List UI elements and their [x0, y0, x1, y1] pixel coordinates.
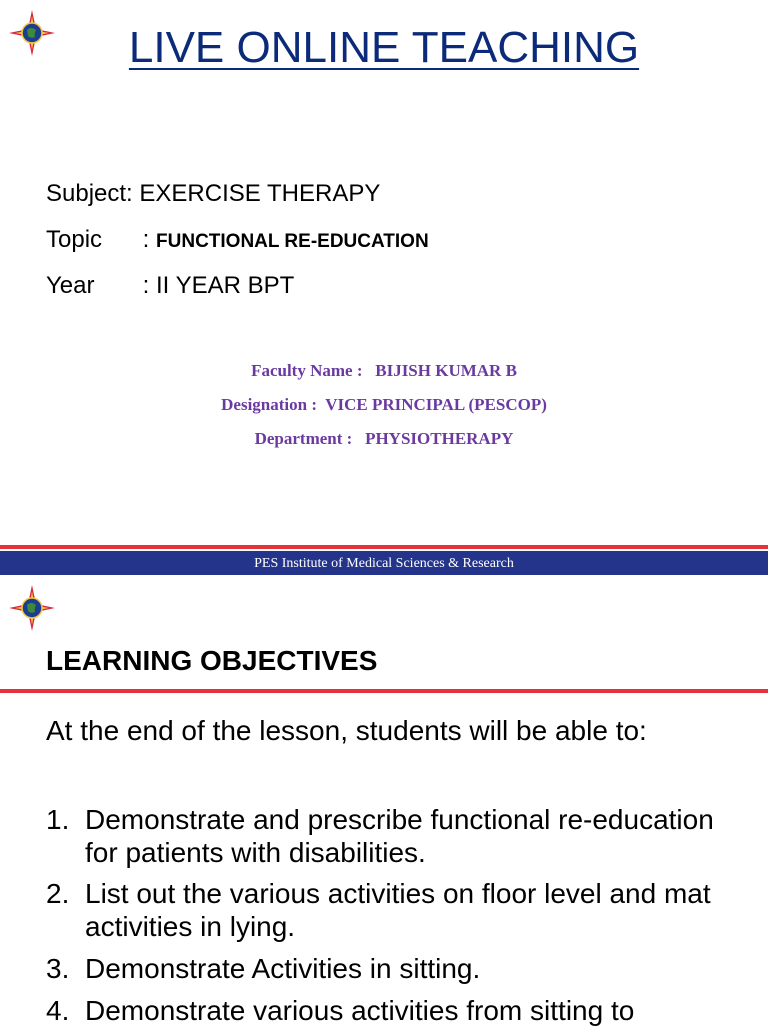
objectives-slide	[0, 575, 768, 1024]
subject-value: EXERCISE THERAPY	[139, 180, 381, 207]
topic-value: FUNCTIONAL RE-EDUCATION	[156, 231, 429, 252]
faculty-name-label: Faculty Name :	[251, 361, 363, 380]
objective-text: List out the various activities on floor level and mat activities in lying.	[85, 878, 711, 942]
department-label: Department :	[254, 429, 353, 448]
faculty-name-row	[0, 361, 768, 381]
department-row	[0, 429, 768, 449]
year-row	[46, 272, 294, 300]
objective-item	[46, 994, 746, 1027]
designation-value: VICE PRINCIPAL (PESCOP)	[325, 395, 547, 414]
objectives-title: LEARNING OBJECTIVES	[46, 645, 378, 676]
department-value: PHYSIOTHERAPY	[365, 429, 514, 448]
topic-row	[46, 226, 429, 254]
subject-row	[46, 180, 380, 208]
page-title: LIVE ONLINE TEACHING	[128, 23, 640, 72]
objective-text: Demonstrate and prescribe functional re-education for patients with disabilities.	[85, 804, 714, 868]
objective-text: Demonstrate Activities in sitting.	[85, 953, 481, 984]
objective-text: Demonstrate various activities from sitting to	[85, 995, 635, 1026]
objectives-intro: At the end of the lesson, students will be able to:	[46, 715, 647, 746]
title-underline-divider	[0, 689, 768, 693]
objective-number: 1.	[46, 804, 70, 835]
objective-item	[46, 952, 746, 985]
objective-number: 2.	[46, 878, 70, 909]
designation-row	[0, 395, 768, 415]
year-value: II YEAR BPT	[156, 272, 295, 299]
topic-label: Topic	[46, 226, 103, 253]
objective-item	[46, 877, 746, 943]
objective-item	[46, 803, 746, 869]
year-separator: :	[142, 272, 150, 299]
footer-red-stripe	[0, 545, 768, 549]
year-label: Year	[46, 272, 95, 299]
faculty-name-value: BIJISH KUMAR B	[375, 361, 517, 380]
objective-number: 4.	[46, 995, 70, 1026]
topic-separator: :	[142, 226, 150, 253]
footer-institute-bar	[0, 551, 768, 575]
subject-label: Subject:	[46, 180, 133, 207]
designation-label: Designation :	[221, 395, 318, 414]
objective-number: 3.	[46, 953, 70, 984]
institute-name: PES Institute of Medical Sciences & Research	[254, 556, 514, 571]
compass-emblem-icon	[9, 585, 55, 631]
